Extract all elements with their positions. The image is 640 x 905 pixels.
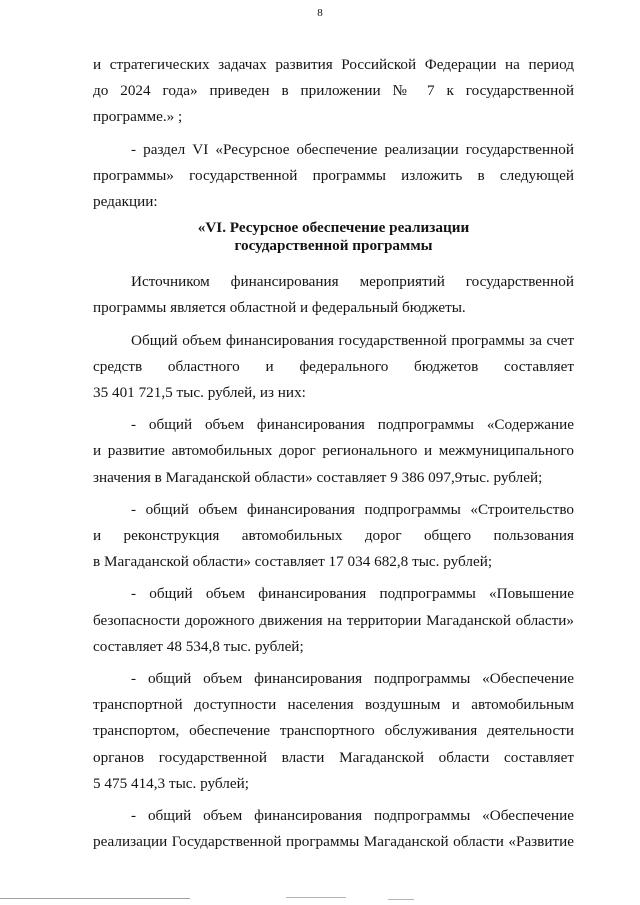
- heading-line-1: «VI. Ресурсное обеспечение реализации: [197, 219, 470, 237]
- document-body: [93, 52, 574, 855]
- text-line: - общий объем финансирования подпрограммы «Обеспечение: [131, 807, 574, 825]
- paragraph-section-change: [93, 137, 574, 216]
- scan-artifact-line: [0, 898, 190, 899]
- text-line: программе.» ;: [93, 108, 183, 126]
- text-line: программы» государственной программы изложить в следующей: [93, 166, 574, 184]
- text-line: транспортной доступности населения воздушным и автомобильным: [93, 696, 574, 714]
- scan-artifact-line: [286, 897, 346, 898]
- text-line: Источником финансирования мероприятий государственной: [131, 273, 574, 291]
- paragraph-subprogram-safety: [93, 581, 574, 660]
- text-line: и развитие автомобильных дорог регионального и межмуниципального: [93, 442, 574, 460]
- paragraph-total-funding: [93, 328, 574, 407]
- text-line: в Магаданской области» составляет 17 034 682,8 тыс. рублей;: [93, 553, 493, 571]
- paragraph-subprogram-maintenance: [93, 412, 574, 491]
- text-line: 5 475 414,3 тыс. рублей;: [93, 774, 249, 792]
- text-line: и стратегических задачах развития Российской Федерации на период: [93, 56, 574, 73]
- text-line: реализации Государственной программы Магаданской области «Развитие: [93, 833, 574, 851]
- text-line: и реконструкция автомобильных дорог общего пользования: [93, 527, 574, 545]
- text-line: транспортом, обеспечение транспортного обслуживания деятельности: [93, 722, 574, 740]
- paragraph-continuation: [93, 52, 574, 131]
- text-line: - раздел VI «Ресурсное обеспечение реализации государственной: [131, 140, 574, 158]
- paragraph-funding-sources: [93, 269, 574, 321]
- text-line: - общий объем финансирования подпрограммы «Строительство: [131, 500, 574, 518]
- heading-line-2: государственной программы: [234, 237, 433, 255]
- text-line: редакции:: [93, 193, 158, 211]
- paragraph-subprogram-implementation: [93, 803, 574, 855]
- paragraph-subprogram-transport: [93, 666, 574, 797]
- text-line: безопасности дорожного движения на территории Магаданской области»: [93, 611, 574, 629]
- paragraph-subprogram-construction: [93, 497, 574, 576]
- text-line: до 2024 года» приведен в приложении № 7 к государственной: [93, 82, 574, 100]
- text-line: Общий объем финансирования государственной программы за счет: [131, 331, 574, 349]
- text-line: значения в Магаданской области» составляет 9 386 097,9тыс. рублей;: [93, 468, 543, 486]
- section-heading: [93, 219, 574, 255]
- text-line: органов государственной власти Магаданской области составляет: [93, 748, 574, 766]
- page-number: 8: [317, 7, 323, 19]
- text-line: - общий объем финансирования подпрограммы «Содержание: [131, 416, 574, 434]
- text-line: средств областного и федерального бюджетов составляет: [93, 357, 574, 375]
- scan-artifact-line: [388, 899, 414, 900]
- text-line: - общий объем финансирования подпрограммы «Обеспечение: [131, 670, 574, 688]
- text-line: составляет 48 534,8 тыс. рублей;: [93, 637, 304, 655]
- text-line: 35 401 721,5 тыс. рублей, из них:: [93, 384, 306, 402]
- text-line: программы является областной и федеральный бюджеты.: [93, 299, 466, 317]
- text-line: - общий объем финансирования подпрограммы «Повышение: [131, 585, 574, 603]
